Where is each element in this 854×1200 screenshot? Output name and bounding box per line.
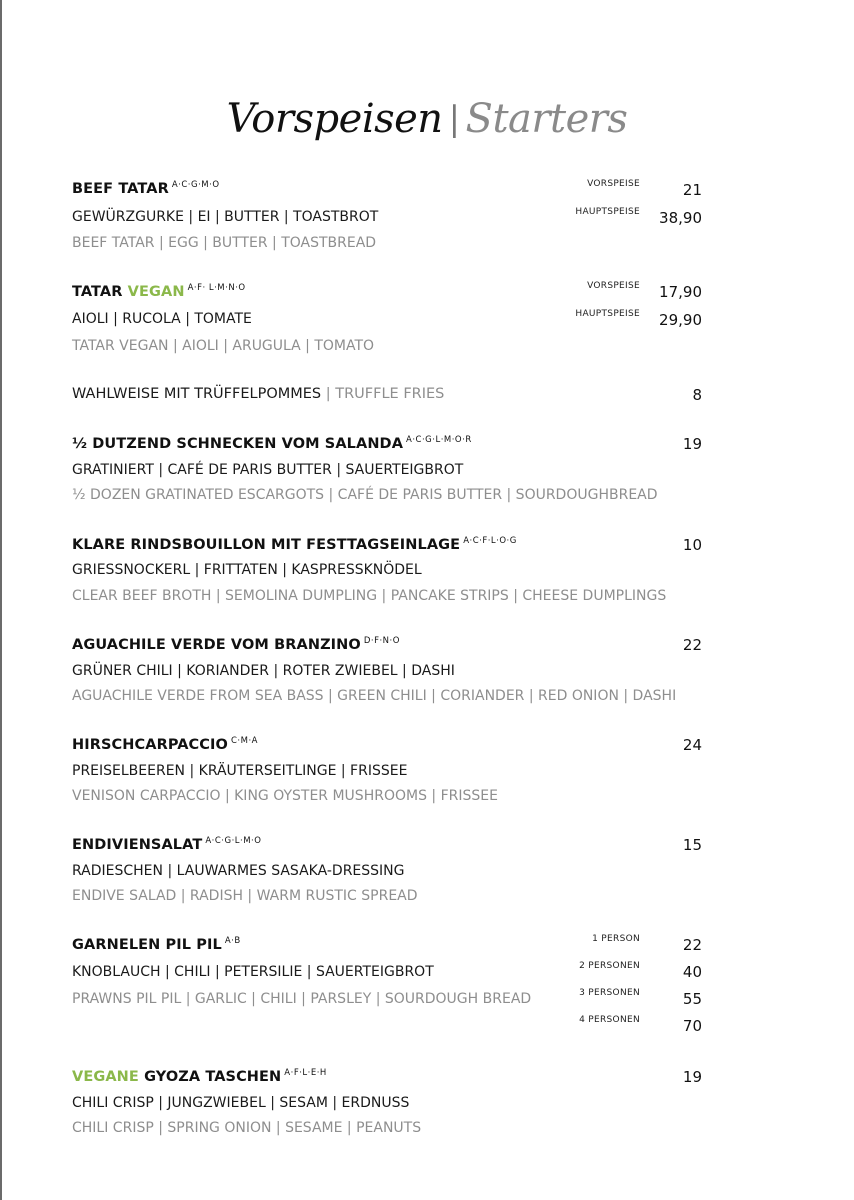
allergen-codes: A·C·F·L·O·G (463, 536, 517, 546)
german-description: GRIESSNOCKERL | FRITTATEN | KASPRESSKNÖDEL (72, 562, 422, 578)
item-name (72, 536, 517, 553)
item-name-text: BEEF TATAR (72, 181, 169, 197)
german-description: GRATINIERT | CAFÉ DE PARIS BUTTER | SAUERTEIGBROT (72, 462, 464, 478)
portion-label: 1 PERSON (592, 934, 640, 944)
item-name-text: HIRSCHCARPACCIO (72, 737, 228, 753)
size-label: VORSPEISE (587, 179, 640, 189)
german-description: PREISELBEEREN | KRÄUTERSEITLINGE | FRISSEE (72, 763, 408, 779)
size-label: HAUPTSPEISE (575, 207, 640, 217)
title-separator: | (448, 99, 460, 139)
vegan-label: VEGANE (72, 1069, 139, 1085)
portion-label: 3 PERSONEN (579, 988, 640, 998)
portion-price: 40 (682, 963, 702, 981)
english-description: CHILI CRISP | SPRING ONION | SESAME | PEANUTS (72, 1120, 422, 1136)
allergen-codes: C·M·A (230, 736, 258, 746)
item-price: 38,90 (659, 209, 702, 227)
item-price: 15 (682, 836, 702, 854)
item-name-text: GARNELEN PIL PIL (72, 937, 222, 953)
portion-label: 4 PERSONEN (579, 1015, 640, 1025)
english-description: TRUFFLE FRIES (335, 386, 445, 402)
english-description: PRAWNS PIL PIL | GARLIC | CHILI | PARSLEY | SOURDOUGH BREAD (72, 991, 532, 1007)
allergen-codes: A·C·G·L·M·O (205, 836, 262, 846)
page-edge (0, 0, 2, 1200)
english-description: ENDIVE SALAD | RADISH | WARM RUSTIC SPREAD (72, 888, 418, 904)
item-name-text: KLARE RINDSBOUILLON MIT FESTTAGSEINLAGE (72, 537, 461, 553)
english-description: CLEAR BEEF BROTH | SEMOLINA DUMPLING | PANCAKE STRIPS | CHEESE DUMPLINGS (72, 588, 667, 604)
allergen-codes: A·F· L·M·N·O (187, 283, 246, 293)
item-price: 24 (682, 736, 702, 754)
english-description: BEEF TATAR | EGG | BUTTER | TOASTBREAD (72, 235, 377, 251)
allergen-codes: A·C·G·M·O (171, 180, 220, 190)
item-name-text: GYOZA TASCHEN (144, 1069, 282, 1085)
item-price: 29,90 (659, 311, 702, 329)
page-title (0, 96, 854, 142)
item-name-text: ENDIVIENSALAT (72, 837, 203, 853)
portion-label: 2 PERSONEN (579, 961, 640, 971)
item-name (72, 180, 220, 197)
item-name-text: AGUACHILE VERDE VOM BRANZINO (72, 637, 361, 653)
item-name (72, 836, 261, 853)
german-description: KNOBLAUCH | CHILI | PETERSILIE | SAUERTEIGBROT (72, 964, 434, 980)
portion-price: 70 (682, 1017, 702, 1035)
allergen-codes: A·C·G·L·M·O·R (406, 435, 472, 445)
german-description: CHILI CRISP | JUNGZWIEBEL | SESAM | ERDNUSS (72, 1095, 410, 1111)
size-label: HAUPTSPEISE (575, 309, 640, 319)
title-german: Vorspeisen (226, 96, 443, 142)
portion-price: 22 (682, 936, 702, 954)
item-price: 21 (682, 181, 702, 199)
item-name (72, 636, 400, 653)
item-name (72, 936, 241, 953)
item-name (72, 386, 444, 402)
allergen-codes: A·B (224, 936, 241, 946)
item-name (72, 1068, 327, 1085)
title-english: Starters (465, 96, 628, 142)
german-description: GEWÜRZGURKE | EI | BUTTER | TOASTBROT (72, 209, 379, 225)
item-price: 22 (682, 636, 702, 654)
english-description: VENISON CARPACCIO | KING OYSTER MUSHROOMS | FRISSEE (72, 788, 498, 804)
item-price: 19 (682, 435, 702, 453)
english-description: ½ DOZEN GRATINATED ESCARGOTS | CAFÉ DE PARIS BUTTER | SOURDOUGHBREAD (72, 487, 658, 503)
separator: | (325, 386, 331, 402)
item-price: 17,90 (659, 283, 702, 301)
item-name (72, 435, 472, 452)
allergen-codes: D·F·N·O (363, 636, 400, 646)
german-description: GRÜNER CHILI | KORIANDER | ROTER ZWIEBEL | DASHI (72, 663, 455, 679)
item-name-text: ½ DUTZEND SCHNECKEN VOM SALANDA (72, 436, 404, 452)
size-label: VORSPEISE (587, 281, 640, 291)
item-name-text: TATAR (72, 284, 123, 300)
item-price: 8 (692, 386, 702, 404)
item-name (72, 283, 246, 300)
item-name (72, 736, 258, 753)
german-description: WAHLWEISE MIT TRÜFFELPOMMES (72, 386, 322, 402)
english-description: TATAR VEGAN | AIOLI | ARUGULA | TOMATO (72, 338, 375, 354)
german-description: RADIESCHEN | LAUWARMES SASAKA-DRESSING (72, 863, 405, 879)
vegan-label: VEGAN (127, 284, 185, 300)
portion-price: 55 (682, 990, 702, 1008)
item-price: 10 (682, 536, 702, 554)
allergen-codes: A·F·L·E·H (284, 1068, 327, 1078)
item-price: 19 (682, 1068, 702, 1086)
german-description: AIOLI | RUCOLA | TOMATE (72, 311, 252, 327)
english-description: AGUACHILE VERDE FROM SEA BASS | GREEN CHILI | CORIANDER | RED ONION | DASHI (72, 688, 677, 704)
